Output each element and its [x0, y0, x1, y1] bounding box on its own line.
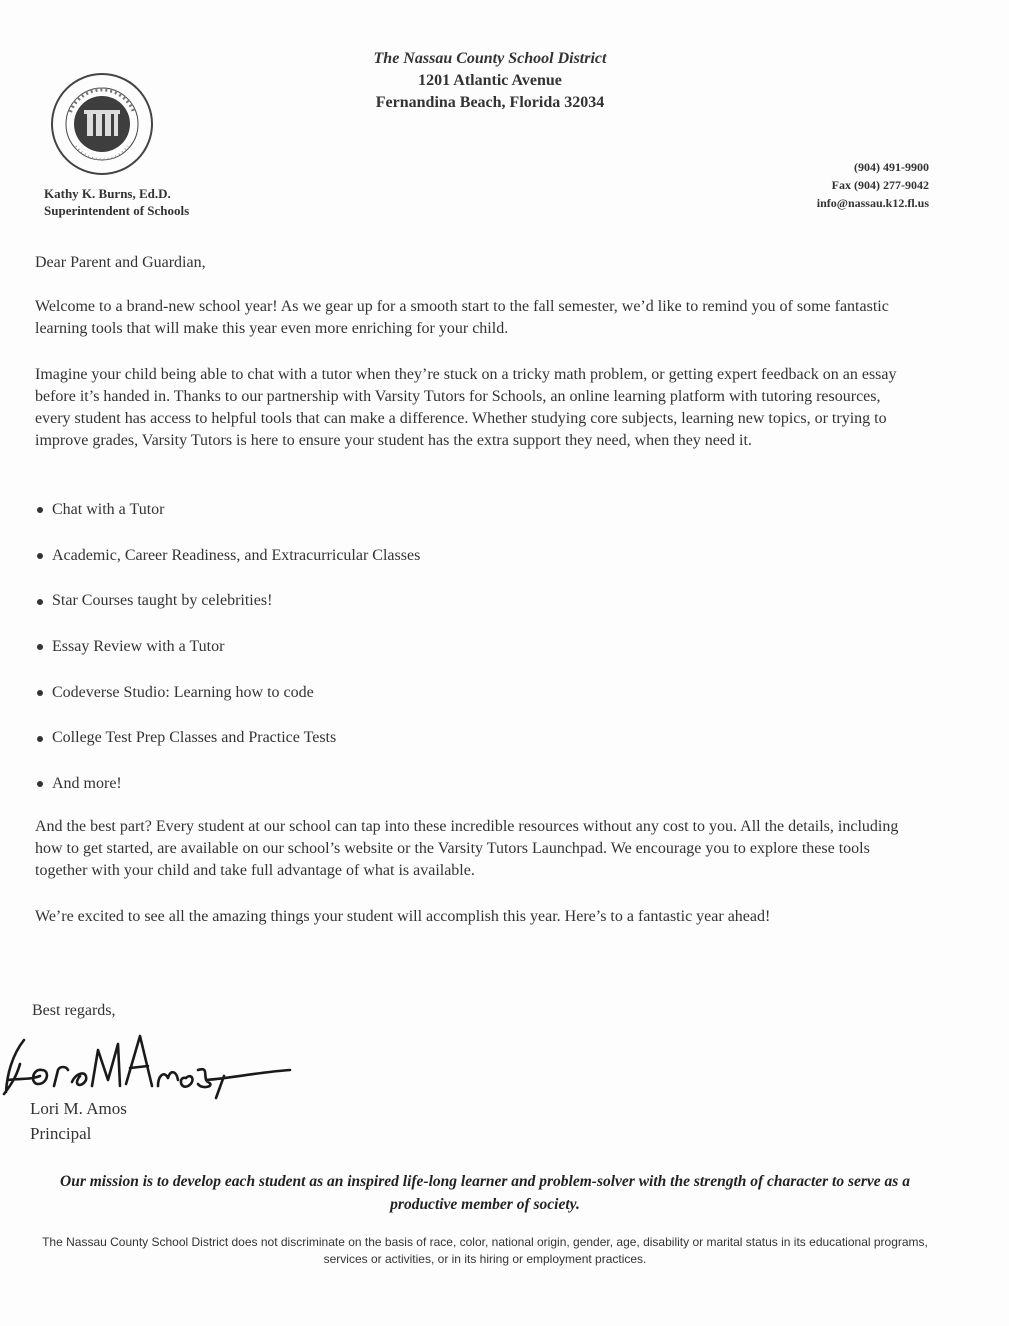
- signer-title: Principal: [30, 1124, 92, 1143]
- contact-email: info@nassau.k12.fl.us: [816, 196, 929, 210]
- list-item: Codeverse Studio: Learning how to code: [35, 682, 420, 728]
- closing: Best regards,: [32, 1002, 116, 1019]
- bullet-dot-icon: [37, 690, 43, 696]
- list-item: Academic, Career Readiness, and Extracurricular Classes: [35, 545, 420, 591]
- district-street: 1201 Atlantic Avenue: [418, 72, 562, 89]
- signer-name: Lori M. Amos: [30, 1099, 127, 1118]
- contact-phone: (904) 491-9900: [854, 160, 929, 174]
- district-city: Fernandina Beach, Florida 32034: [375, 94, 605, 111]
- bullet-dot-icon: [37, 644, 43, 650]
- features-list: [35, 499, 420, 819]
- bullet-dot-icon: [37, 599, 43, 605]
- list-item: Essay Review with a Tutor: [35, 636, 420, 682]
- signer-block: [30, 1096, 127, 1146]
- paragraph-closing: We’re excited to see all the amazing things your student will accomplish this year. Here’s to a fantastic year ahead!: [35, 908, 771, 925]
- letterhead: [300, 48, 680, 114]
- district-seal-logo: [50, 72, 154, 176]
- list-item: And more!: [35, 773, 420, 819]
- salutation: Dear Parent and Guardian,: [35, 254, 206, 271]
- bullet-dot-icon: [37, 553, 43, 559]
- signature: [2, 1020, 292, 1100]
- superintendent-block: [44, 185, 189, 219]
- paragraph-tutoring: Imagine your child being able to chat with a tutor when they’re stuck on a tricky math problem, or getting expert feedback on an essay before it’s handed in. Thanks to our partnership with Varsity Tutors for Schools, an online learning platform with tutoring resources, every student has access to helpful tools that can make a difference. Whether studying core subjects, learning new topics, or trying to improve grades, Varsity Tutors is here to ensure your student has the extra support they need, when they need it.: [35, 366, 897, 449]
- paragraph-cost: And the best part? Every student at our school can tap into these incredible resources without any cost to you. All the details, including how to get started, are available on our school’s website or the Varsity Tutors Launchpad. We encourage you to explore these tools together with your child and take full advantage of what is available.: [35, 818, 899, 879]
- bullet-dot-icon: [37, 781, 43, 787]
- paragraph-welcome: Welcome to a brand-new school year! As we gear up for a smooth start to the fall semester, we’d like to remind you of some fantastic learning tools that will make this year even more enriching for your child.: [35, 298, 889, 337]
- contact-block: [817, 158, 929, 212]
- contact-fax: Fax (904) 277-9042: [831, 178, 929, 192]
- list-item: Chat with a Tutor: [35, 499, 420, 545]
- nondiscrimination-disclaimer: The Nassau County School District does not discriminate on the basis of race, color, national origin, gender, age, disability or marital status in its educational programs, services or activities, or in its hiring or employment practices.: [42, 1235, 928, 1266]
- list-item: Star Courses taught by celebrities!: [35, 590, 420, 636]
- mission-statement: Our mission is to develop each student as an inspired life-long learner and problem-solver with the strength of character to serve as a productive member of society.: [60, 1173, 910, 1213]
- superintendent-title: Superintendent of Schools: [44, 203, 190, 218]
- bullet-dot-icon: [37, 736, 43, 742]
- district-name: The Nassau County School District: [373, 50, 607, 67]
- bullet-dot-icon: [37, 507, 43, 513]
- superintendent-name: Kathy K. Burns, Ed.D.: [44, 186, 171, 201]
- list-item: College Test Prep Classes and Practice Tests: [35, 727, 420, 773]
